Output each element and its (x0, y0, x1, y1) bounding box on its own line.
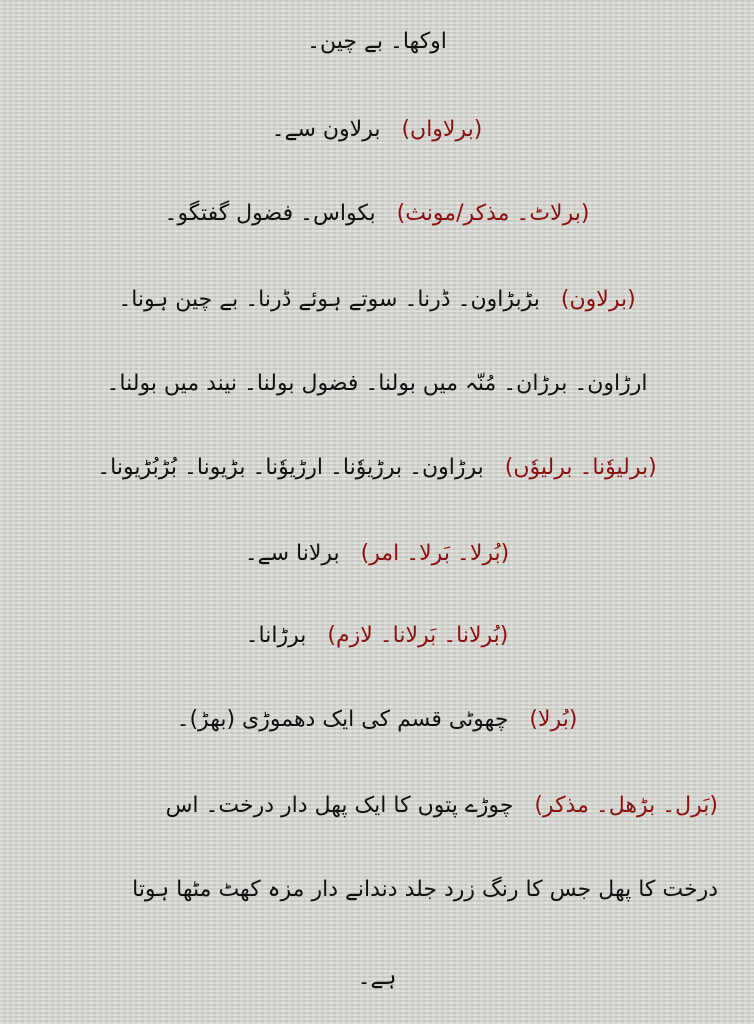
entry-line-5 (0, 364, 754, 404)
entry-headword: (برلیوٗنا۔ برلیوٗں) (504, 455, 657, 480)
entry-line-3 (0, 194, 754, 234)
entry-headword: (برلاواں) (401, 117, 483, 142)
entry-definition: بڑبڑاون۔ ڈرنا۔ سوتے ہوئے ڈرنا۔ بے چین ہونا۔ (118, 287, 540, 312)
entry-line-12 (0, 958, 754, 998)
entry-definition: ارڑاون۔ برڑان۔ مُنّہ میں بولنا۔ فضول بولنا۔ نیند میں بولنا۔ (106, 371, 648, 396)
entry-definition: برڑانا۔ (245, 623, 307, 648)
entry-headword: (برلاٹ۔ مذکر/مونث) (396, 201, 590, 226)
entry-definition: درخت کا پھل جس کا رنگ زرد جلد دندانے دار مزہ کھٹ مٹھا ہوتا (132, 877, 718, 902)
entry-line-6 (0, 448, 754, 488)
entry-line-11 (36, 870, 718, 910)
entry-line-9 (0, 700, 754, 740)
entry-definition: چوڑے پتوں کا ایک پھل دار درخت۔ اس (165, 793, 514, 818)
entry-headword: (بَرل۔ بڑھل۔ مذکر) (534, 793, 718, 818)
entry-line-7 (0, 534, 754, 574)
entry-headword: (بُرلانا۔ بَرلانا۔ لازم) (327, 623, 509, 648)
entry-definition: برلانا سے۔ (244, 541, 340, 566)
entry-headword: (بُرلا) (529, 707, 578, 732)
entry-definition: برلاون سے۔ (271, 117, 381, 142)
entry-definition: چھوٹی قسم کی ایک دھموڑی (بھڑ)۔ (176, 707, 509, 732)
entry-definition: اوکھا۔ بے چین۔ (307, 29, 447, 54)
entry-headword: (بُرلا۔ بَرلا۔ امر) (360, 541, 510, 566)
entry-line-8 (0, 616, 754, 656)
entry-definition: ہے۔ (357, 965, 397, 990)
entry-line-10 (36, 786, 718, 826)
entry-definition: بکواس۔ فضول گفتگو۔ (164, 201, 376, 226)
entry-line-4 (0, 280, 754, 320)
entry-definition: برڑاون۔ برڑیوٗنا۔ ارڑیوٗنا۔ بڑیونا۔ بُڑبُڑیونا۔ (97, 455, 484, 480)
entry-line-2 (0, 110, 754, 150)
entry-headword: (برلاون) (560, 287, 636, 312)
entry-line-1 (0, 22, 754, 62)
